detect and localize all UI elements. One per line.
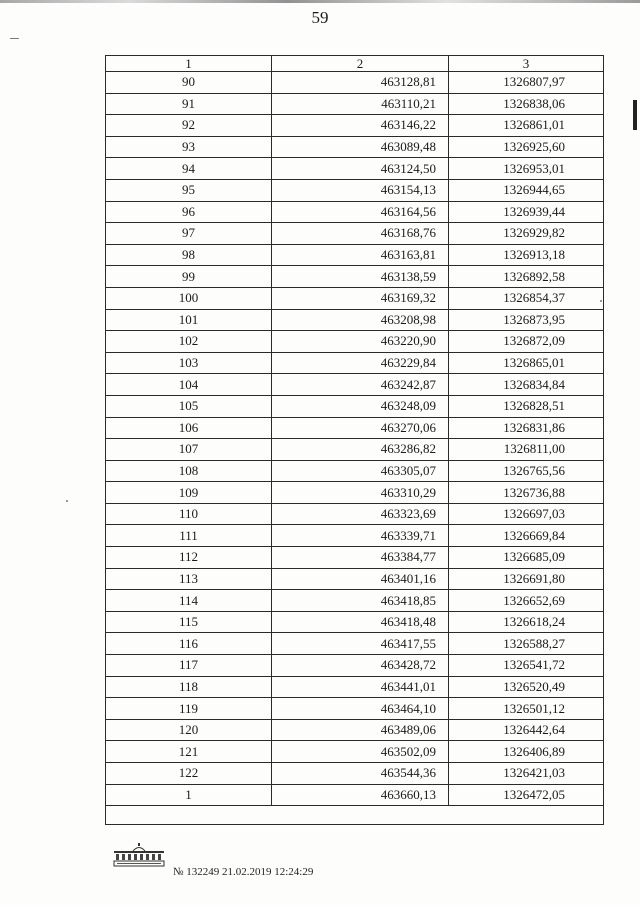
- y-coordinate-cell: 1326854,37: [449, 287, 604, 309]
- point-number-cell: 91: [106, 93, 272, 115]
- x-coordinate-cell: 463544,36: [272, 763, 449, 785]
- point-number-cell: 100: [106, 287, 272, 309]
- y-coordinate-cell: 1326944,65: [449, 179, 604, 201]
- point-number-cell: 95: [106, 179, 272, 201]
- y-coordinate-cell: 1326736,88: [449, 482, 604, 504]
- x-coordinate-cell: 463286,82: [272, 439, 449, 461]
- x-coordinate-cell: 463248,09: [272, 395, 449, 417]
- y-coordinate-cell: 1326541,72: [449, 655, 604, 677]
- table-row: [106, 633, 604, 655]
- point-number-cell: 120: [106, 719, 272, 741]
- table-row: [106, 568, 604, 590]
- empty-cell: [106, 806, 604, 825]
- scan-edge-artifact: [0, 0, 640, 3]
- table-row: [106, 784, 604, 806]
- point-number-cell: 116: [106, 633, 272, 655]
- x-coordinate-cell: 463418,48: [272, 611, 449, 633]
- table-row: [106, 547, 604, 569]
- coordinates-table: [105, 55, 604, 825]
- x-coordinate-cell: 463660,13: [272, 784, 449, 806]
- point-number-cell: 113: [106, 568, 272, 590]
- x-coordinate-cell: 463242,87: [272, 374, 449, 396]
- table-row: [106, 698, 604, 720]
- y-coordinate-cell: 1326421,03: [449, 763, 604, 785]
- table-row: [106, 223, 604, 245]
- point-number-cell: 119: [106, 698, 272, 720]
- table-row: [106, 136, 604, 158]
- x-coordinate-cell: 463502,09: [272, 741, 449, 763]
- y-coordinate-cell: 1326913,18: [449, 244, 604, 266]
- y-coordinate-cell: 1326685,09: [449, 547, 604, 569]
- y-coordinate-cell: 1326838,06: [449, 93, 604, 115]
- table-row: [106, 503, 604, 525]
- table-row: [106, 93, 604, 115]
- table-row: [106, 287, 604, 309]
- point-number-cell: 110: [106, 503, 272, 525]
- y-coordinate-cell: 1326406,89: [449, 741, 604, 763]
- y-coordinate-cell: 1326765,56: [449, 460, 604, 482]
- x-coordinate-cell: 463270,06: [272, 417, 449, 439]
- scan-speck: [10, 38, 19, 39]
- y-coordinate-cell: 1326925,60: [449, 136, 604, 158]
- point-number-cell: 102: [106, 331, 272, 353]
- table-row: [106, 158, 604, 180]
- x-coordinate-cell: 463208,98: [272, 309, 449, 331]
- point-number-cell: 109: [106, 482, 272, 504]
- x-coordinate-cell: 463401,16: [272, 568, 449, 590]
- point-number-cell: 98: [106, 244, 272, 266]
- table-row: [106, 763, 604, 785]
- point-number-cell: 96: [106, 201, 272, 223]
- point-number-cell: 106: [106, 417, 272, 439]
- y-coordinate-cell: 1326872,09: [449, 331, 604, 353]
- table-row: [106, 374, 604, 396]
- point-number-cell: 114: [106, 590, 272, 612]
- table-row: [106, 266, 604, 288]
- table-row: [106, 676, 604, 698]
- point-number-cell: 112: [106, 547, 272, 569]
- y-coordinate-cell: 1326652,69: [449, 590, 604, 612]
- y-coordinate-cell: 1326873,95: [449, 309, 604, 331]
- point-number-cell: 122: [106, 763, 272, 785]
- point-number-cell: 99: [106, 266, 272, 288]
- point-number-cell: 92: [106, 115, 272, 137]
- x-coordinate-cell: 463305,07: [272, 460, 449, 482]
- point-number-cell: 108: [106, 460, 272, 482]
- y-coordinate-cell: 1326501,12: [449, 698, 604, 720]
- x-coordinate-cell: 463428,72: [272, 655, 449, 677]
- table-row: [106, 179, 604, 201]
- table-row: [106, 352, 604, 374]
- document-registration-line: № 132249 21.02.2019 12:24:29: [173, 866, 314, 878]
- table-row: [106, 417, 604, 439]
- table-row: [106, 72, 604, 94]
- y-coordinate-cell: 1326828,51: [449, 395, 604, 417]
- point-number-cell: 107: [106, 439, 272, 461]
- y-coordinate-cell: 1326697,03: [449, 503, 604, 525]
- point-number-cell: 118: [106, 676, 272, 698]
- table-row: [106, 655, 604, 677]
- x-coordinate-cell: 463310,29: [272, 482, 449, 504]
- column-header-point: 1: [106, 56, 272, 72]
- x-coordinate-cell: 463464,10: [272, 698, 449, 720]
- point-number-cell: 111: [106, 525, 272, 547]
- table-row: [106, 244, 604, 266]
- y-coordinate-cell: 1326939,44: [449, 201, 604, 223]
- x-coordinate-cell: 463384,77: [272, 547, 449, 569]
- point-number-cell: 94: [106, 158, 272, 180]
- x-coordinate-cell: 463164,56: [272, 201, 449, 223]
- y-coordinate-cell: 1326865,01: [449, 352, 604, 374]
- x-coordinate-cell: 463229,84: [272, 352, 449, 374]
- x-coordinate-cell: 463418,85: [272, 590, 449, 612]
- x-coordinate-cell: 463323,69: [272, 503, 449, 525]
- x-coordinate-cell: 463168,76: [272, 223, 449, 245]
- point-number-cell: 104: [106, 374, 272, 396]
- table-row: [106, 611, 604, 633]
- point-number-cell: 101: [106, 309, 272, 331]
- table-row: [106, 741, 604, 763]
- column-header-x: 2: [272, 56, 449, 72]
- x-coordinate-cell: 463138,59: [272, 266, 449, 288]
- x-coordinate-cell: 463110,21: [272, 93, 449, 115]
- y-coordinate-cell: 1326807,97: [449, 72, 604, 94]
- point-number-cell: 93: [106, 136, 272, 158]
- y-coordinate-cell: 1326520,49: [449, 676, 604, 698]
- column-header-y: 3: [449, 56, 604, 72]
- table-row: [106, 482, 604, 504]
- x-coordinate-cell: 463339,71: [272, 525, 449, 547]
- table-row: [106, 201, 604, 223]
- table-row: [106, 439, 604, 461]
- point-number-cell: 90: [106, 72, 272, 94]
- x-coordinate-cell: 463154,13: [272, 179, 449, 201]
- point-number-cell: 115: [106, 611, 272, 633]
- x-coordinate-cell: 463441,01: [272, 676, 449, 698]
- x-coordinate-cell: 463417,55: [272, 633, 449, 655]
- table-header-row: [106, 56, 604, 72]
- y-coordinate-cell: 1326861,01: [449, 115, 604, 137]
- y-coordinate-cell: 1326834,84: [449, 374, 604, 396]
- x-coordinate-cell: 463146,22: [272, 115, 449, 137]
- y-coordinate-cell: 1326442,64: [449, 719, 604, 741]
- x-coordinate-cell: 463169,32: [272, 287, 449, 309]
- y-coordinate-cell: 1326929,82: [449, 223, 604, 245]
- table-row: [106, 395, 604, 417]
- point-number-cell: 105: [106, 395, 272, 417]
- x-coordinate-cell: 463489,06: [272, 719, 449, 741]
- table-row: [106, 331, 604, 353]
- page-number: 59: [311, 8, 329, 27]
- point-number-cell: 117: [106, 655, 272, 677]
- x-coordinate-cell: 463220,90: [272, 331, 449, 353]
- x-coordinate-cell: 463163,81: [272, 244, 449, 266]
- table-row: [106, 309, 604, 331]
- y-coordinate-cell: 1326811,00: [449, 439, 604, 461]
- x-coordinate-cell: 463089,48: [272, 136, 449, 158]
- y-coordinate-cell: 1326953,01: [449, 158, 604, 180]
- y-coordinate-cell: 1326691,80: [449, 568, 604, 590]
- table-row: [106, 460, 604, 482]
- y-coordinate-cell: 1326669,84: [449, 525, 604, 547]
- point-number-cell: 1: [106, 784, 272, 806]
- y-coordinate-cell: 1326472,05: [449, 784, 604, 806]
- y-coordinate-cell: 1326588,27: [449, 633, 604, 655]
- point-number-cell: 103: [106, 352, 272, 374]
- table-row: [106, 590, 604, 612]
- scan-speck: [66, 500, 68, 502]
- scan-margin-mark: [633, 100, 637, 130]
- x-coordinate-cell: 463124,50: [272, 158, 449, 180]
- table-row: [106, 115, 604, 137]
- y-coordinate-cell: 1326831,86: [449, 417, 604, 439]
- point-number-cell: 121: [106, 741, 272, 763]
- institution-building-icon: [113, 843, 165, 872]
- point-number-cell: 97: [106, 223, 272, 245]
- empty-table-row: [106, 806, 604, 825]
- x-coordinate-cell: 463128,81: [272, 72, 449, 94]
- table-row: [106, 719, 604, 741]
- y-coordinate-cell: 1326892,58: [449, 266, 604, 288]
- y-coordinate-cell: 1326618,24: [449, 611, 604, 633]
- table-row: [106, 525, 604, 547]
